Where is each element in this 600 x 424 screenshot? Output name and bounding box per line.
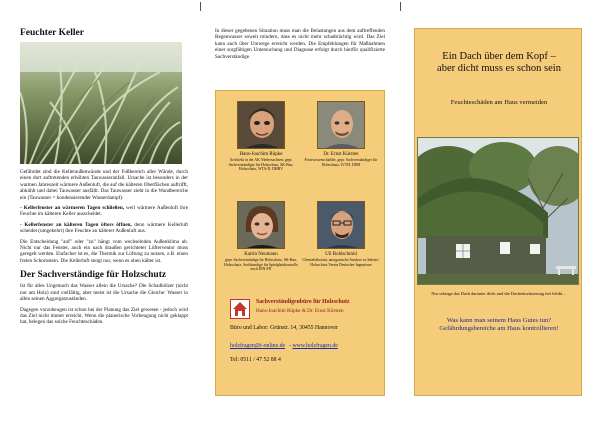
portrait-neumann [237, 201, 285, 249]
heading-sachverstaendige: Der Sachverständige für Holzschutz [20, 270, 167, 281]
person-role: Forstwissenschaftler, gepr. Sachverständiger für Holzschutz, IVTH, DDH [304, 158, 378, 167]
left-panel [20, 28, 188, 330]
office-title: Sachverständigenbüro für Holzschutz [256, 299, 350, 305]
title-line-2: aber dicht muss es schon sein [437, 63, 561, 74]
person-bohlschmid [302, 201, 380, 267]
website-link[interactable]: www.holzfragen.de [292, 343, 338, 349]
person-name: Uli Bohlschmid [325, 252, 357, 257]
person-role: gepr. Sachverständige für Holzschutz, SK-Bau, Holzschutz, Sachkundige für Spielplatzkontrolle nach DIN EN [224, 258, 298, 272]
paragraph-tauwasser: Gefährdet sind die Kelleraußenwände und der Fußbereich aller Wände, durch einen dort auftretenden erhöhten Tauwasseranfall. Ursache ist besonders in der warmen Jahreszeit wärmere Außenluft, die auf die kälteren Oberflächen auftrifft, abkühlt und dabei Tauwasser ausfällt. Das Tauwasser zieht in die Wandbereiche ein (Tauwasser = kondensierender Wasserdampf). [20, 169, 188, 201]
title-line-1: Ein Dach über dem Kopf – [442, 51, 556, 62]
bullet-fenster-oeffnen [20, 222, 188, 235]
team-panel [215, 90, 385, 396]
bullet1-rest: weil wärmere Außenluft ihre Feuchte im kälteren Keller ausscheidet. [20, 205, 188, 218]
person-ruepke [222, 101, 300, 172]
portrait-kuersten [317, 101, 365, 149]
paragraph-ungemach: Ist für alles Ungemach das Wasser allein die Ursache? Die Schadhölzer (nicht nur am Holz) sind vielfältig, aber meist ist die Ursache die Gleiche: Wasser in allen seinen Aggregatzuständen. [20, 283, 188, 303]
paragraph-lueftung: Die Entscheidung "auf" oder "zu" hängt vom wechselnden Außenklima ab. Nicht nur das Fenster, auch ein nach draußen gerichteter Lüfterventor muss geregelt werden. Einfacher ist es, die Thermik zur Lüftung zu nutzen, z.B. einen freien Schornstein. Die Kellerluft steigt nur, wenn es oben kälter ist. [20, 238, 188, 264]
person-name: Hans-Joachim Rüpke [239, 152, 283, 157]
email-link[interactable]: holzfragen@t-online.de [230, 343, 286, 349]
middle-intro [215, 28, 385, 64]
person-role: Chemielaborant, anorganische Analyse zu Salzen / Holzschutz Verein Deutscher Ingenieure [302, 258, 380, 267]
office-subtitle: Hans-Joachim Rüpke & Dr. Ernst Kürsten [256, 308, 344, 314]
bullet2-rest: denn wärmere Kellerluft scheidet (umgekehrt) ihre Feuchte an kälterer Außenluft aus. [20, 221, 188, 235]
portrait-bohlschmid [317, 201, 365, 249]
fold-mark-right [400, 2, 401, 11]
person-kuersten [302, 101, 380, 167]
office-phone: Tel: 0511 / 47 52 88 4 [230, 357, 281, 363]
cover-question: Was kann man seinem Haus Gutes tun?Gefährdungsbereiche am Haus kontrollieren! [439, 317, 559, 332]
bullet-fenster-schliessen [20, 205, 188, 218]
cover-subtitle: Feuchteschäden am Haus vermeiden [450, 99, 548, 106]
office-contact [230, 325, 380, 363]
grass-photo [20, 42, 182, 164]
fold-mark-left [200, 2, 201, 11]
bullet2-bold: - Kellerfenster an kälteren Tagen öfters öffnen, [20, 221, 132, 228]
house-caption: Nur solange das Dach darunter dicht und die Dachentwässerung frei bleibt… [431, 291, 567, 296]
paragraph-vorbeugung: Dagegen vorzubeugen ist schon bei der Planung das Ziel gewesen - jedoch wird das Ziel nicht immer erreicht. Wenn die planerische Vorbeugung nicht geklappt hat, belegen das solche Feuchteschäden. [20, 306, 188, 326]
person-name: Katrin Neumann [244, 252, 278, 257]
person-neumann [222, 201, 300, 272]
heading-feuchter-keller: Feuchter Keller [20, 28, 84, 38]
cover-title [415, 51, 583, 75]
office-links: holzfragen@t-online.de - www.holzfragen.de [230, 343, 338, 349]
person-name: Dr. Ernst Kürsten [323, 152, 359, 157]
bullet1-bold: - Kellerfenster an wärmeren Tagen schließen, [20, 205, 125, 212]
office-address: Büro und Labor: Grünstr. 14, 30455 Hannover [230, 325, 338, 331]
portrait-ruepke [237, 101, 285, 149]
person-role: Architekt in der AK Niedersachsen, gepr. Sachverständiger für Holzschutz, SK-Bau, Holzschutz, WTA-D, DHBV [228, 158, 294, 172]
house-photo [417, 137, 579, 285]
paragraph-intro: In dieser gegebenen Situation muss man die Belastungen aus dem auftreffenden Regenwasser soweit mindern, dass es nicht mehr schadträchtig wird. Das Ziel kann auch über Umwege erreicht werden. Die Empfehlungen für Maßnahmen einer sorgfältigen Untersuchung und Diagnose erfolgt durch hierfür qualifizierte Sachverständige. [215, 28, 385, 60]
house-logo-icon [230, 299, 250, 319]
cover-panel [414, 28, 582, 396]
